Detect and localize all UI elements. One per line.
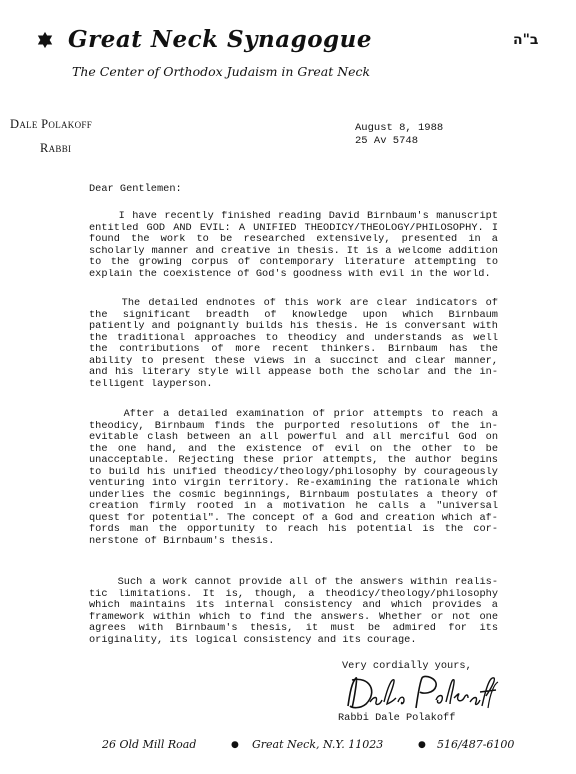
paragraph-line: originality, its logical consistency and its courage. [89,634,417,646]
paragraph-line: found the work to be researched extensively, presented in a [89,234,498,245]
paragraph-line: scholarly manner and creative in thesis. It is a welcome addition [89,245,498,257]
paragraph-line: agrees with Birnbaum's thesis, it must be admired for its [89,623,498,634]
footer-separator-dot: ● [231,740,239,750]
hebrew-blessing-mark: ב"ה [513,32,539,48]
body-paragraph [89,211,498,280]
paragraph-line: to build his unified theodicy/theology/philosophy by courageously [89,466,498,478]
paragraph-line: which maintains its internal consistency and which provides a [89,600,498,611]
body-paragraph [89,298,498,390]
body-paragraph [89,409,498,547]
footer-street: 26 Old Mill Road [102,738,197,751]
salutation: Dear Gentlemen: [89,183,182,195]
footer-separator-dot: ● [418,740,426,750]
hebrew-date: 25 Av 5748 [355,135,419,147]
organization-tagline: The Center of Orthodox Judaism in Great Neck [72,64,371,79]
rabbi-title: Rabbi [40,141,72,155]
paragraph-line: venturing into virgin territory. Re-examining the rationale which [89,478,498,489]
paragraph-line: underlies the cosmic beginnings, Birnbaum postulates a theory of [89,489,498,501]
date-block [355,122,443,148]
paragraph-line: telligent layperson. [89,378,213,390]
handwritten-signature [340,672,500,714]
paragraph-line: patiently and poignantly builds his thesis. He is conversant with [89,321,498,332]
footer-phone: 516/487-6100 [437,738,515,751]
signer-name: Rabbi Dale Polakoff [338,712,456,724]
paragraph-line: creation firmly rooted in a motivation he calls a "universal [89,501,498,512]
paragraph-line: the traditional approaches to theodicy and understands as well [89,332,498,344]
organization-name: Great Neck Synagogue [68,26,372,53]
paragraph-line: evitable clash between an all powerful and all merciful God on [89,432,498,443]
rabbi-name: Dale Polakoff [10,117,93,131]
paragraph-line: tic limitations. It is, though, a theodicy/theology/philosophy [89,588,498,600]
paragraph-line: nerstone of Birnbaum's thesis. [89,535,275,547]
paragraph-line: After a detailed examination of prior attempts to reach a [89,409,498,420]
paragraph-line: to the growing corpus of contemporary literature attempting to [89,257,498,268]
footer-city: Great Neck, N.Y. 11023 [252,738,384,751]
paragraph-line: the significant breadth of knowledge upon which Birnbaum [89,309,498,321]
paragraph-line: explain the coexistence of God's goodness with evil in the world. [89,268,491,280]
star-of-david-icon [36,31,54,49]
paragraph-line: unacceptable. Rejecting these prior attempts, the author begins [89,455,498,466]
paragraph-line: ability to present these views in a succinct and clear manner, [89,355,498,367]
paragraph-line: quest for potential". The concept of a God and creation which af- [89,512,498,524]
paragraph-line: entitled GOD AND EVIL: A UNIFIED THEODICY/THEOLOGY/PHILOSOPHY. I [89,222,498,234]
paragraph-line: framework within which to find the answers. Whether or not one [89,611,498,623]
paragraph-line: fords man the opportunity to reach his potential is the cor- [89,524,498,535]
paragraph-line: theodicy, Birnbaum finds the purported resolutions of the in- [89,420,498,432]
gregorian-date: August 8, 1988 [355,122,444,134]
paragraph-line: the contributions of more recent thinkers. Birnbaum has the [89,344,498,355]
paragraph-line: Such a work cannot provide all of the answers within realis- [89,577,498,588]
paragraph-line: and his literary style will appease both the scholar and the in- [89,367,498,378]
paragraph-line: the one hand, and the existence of evil on the other to be [89,443,498,455]
closing: Very cordially yours, [342,660,472,672]
paragraph-line: I have recently finished reading David Birnbaum's manuscript [89,211,498,222]
body-paragraph [89,577,498,646]
paragraph-line: The detailed endnotes of this work are clear indicators of [89,298,498,309]
